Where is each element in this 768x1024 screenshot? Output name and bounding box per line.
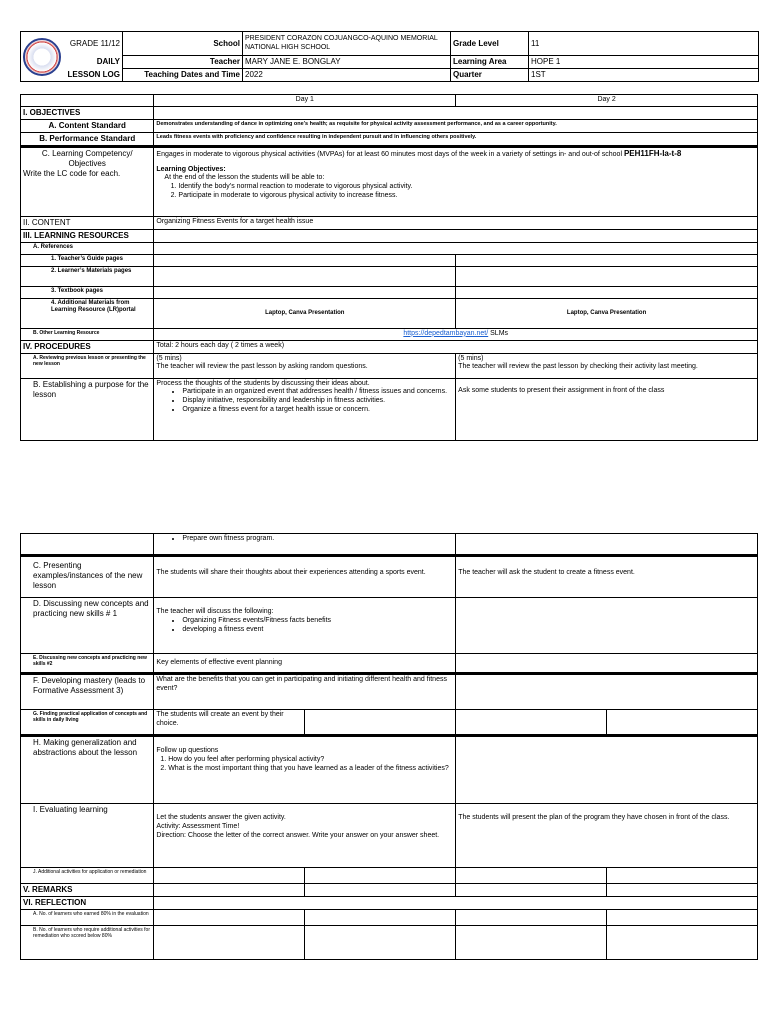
reflection-b-label: B. No. of learners who require additional activities for remediation who scored below 80%: [21, 926, 154, 960]
dates-value: 2022: [243, 69, 451, 82]
procedure-c-label: C. Presenting examples/instances of the new lesson: [21, 556, 154, 598]
procedure-e-day1: Key elements of effective event planning: [154, 654, 456, 674]
day1-header: Day 1: [154, 95, 456, 107]
learning-objective-item: 1. Identify the body’s normal reaction to moderate to vigorous physical activity.: [178, 183, 755, 192]
procedures-total: Total: 2 hours each day ( 2 times a week): [154, 340, 758, 353]
procedure-d-day1-intro: The teacher will discuss the following:: [156, 608, 274, 615]
teacher-label: Teacher: [123, 56, 243, 69]
procedure-b-item: • Display initiative, responsibility and leadership in fitness activities.: [182, 397, 453, 406]
teacher-value: MARY JANE E. BONGLAY: [243, 56, 451, 69]
references-label: A. References: [21, 242, 154, 254]
learning-objective-item: 2. Participate in moderate to vigorous physical activity to increase fitness.: [178, 192, 755, 201]
competency-label: C. Learning Competency/ Objectives: [41, 148, 133, 168]
procedure-b-item-continued: • Prepare own fitness program.: [182, 535, 453, 544]
learners-materials-label: 2. Learner’s Materials pages: [21, 266, 154, 286]
lesson-table-page-2: [20, 533, 758, 960]
procedure-b-day1-intro: Process the thoughts of the students by discussing their ideas about.: [156, 379, 370, 387]
grade-level-value: 11: [529, 32, 759, 56]
competency-code: PEH11FH-Ia-t-8: [623, 148, 682, 158]
procedure-i-label: I. Evaluating learning: [21, 804, 154, 868]
content-standard-text: Demonstrates understanding of dance in optimizing one’s health; as requisite for physical activity assessment performance, and as a career opportunity.: [154, 119, 758, 132]
additional-materials-day1: Laptop, Canva Presentation: [154, 298, 456, 328]
deped-seal-icon: [23, 38, 61, 76]
competency-text: Engages in moderate to vigorous physical activities (MVPAs) for at least 60 minutes most days of the week in a variety of settings in- and out-of school: [156, 150, 623, 158]
grade-label: GRADE 11/12: [61, 32, 123, 56]
procedure-d-label: D. Discussing new concepts and practicing new skills # 1: [21, 598, 154, 654]
competency-note: Write the LC code for each.: [23, 168, 121, 178]
remarks-label: V. REMARKS: [21, 884, 154, 897]
other-resources-label: B. Other Learning Resource: [21, 328, 154, 340]
learning-area-label: Learning Area: [451, 56, 529, 69]
procedure-a-day2: The teacher will review the past lesson by checking their activity last meeting.: [458, 363, 698, 371]
procedure-h-q1: 1. How do you feel after performing physical activity?: [160, 755, 325, 763]
procedure-b-item: • Participate in an organized event that addresses health / fitness issues and concerns.: [182, 388, 453, 397]
header-table: [20, 31, 759, 82]
procedure-c-day1: The students will share their thoughts about their experiences attending a sports event.: [154, 556, 456, 598]
lesson-table-page-1: [20, 94, 758, 441]
reflection-title: VI. REFLECTION: [21, 897, 154, 910]
procedure-f-day1: What are the benefits that you can get in participating and initiating different health and fitness event?: [154, 674, 456, 710]
procedure-i-day1-line3: Direction: Choose the letter of the correct answer. Write your answer on your answer sheet.: [156, 831, 440, 839]
procedure-g-label: G. Finding practical application of concepts and skills in daily living: [21, 710, 154, 736]
procedure-a-day1-time: (5 mins): [156, 354, 182, 362]
objectives-title: I. OBJECTIVES: [21, 106, 154, 119]
daily-label: DAILY: [61, 56, 123, 69]
performance-standard-label: B. Performance Standard: [21, 132, 154, 146]
content-value: Organizing Fitness Events for a target health issue: [154, 216, 758, 229]
reflection-a-label: A. No. of learners who earned 80% in the evaluation: [21, 910, 154, 926]
day2-header: Day 2: [456, 95, 758, 107]
additional-materials-day2: Laptop, Canva Presentation: [456, 298, 758, 328]
procedure-a-day1: The teacher will review the past lesson by asking random questions.: [156, 363, 368, 371]
procedure-a-label: A. Reviewing previous lesson or presenting the new lesson: [21, 353, 154, 378]
other-resources-text: SLMs: [490, 329, 509, 337]
quarter-label: Quarter: [451, 69, 529, 82]
textbook-label: 3. Textbook pages: [21, 286, 154, 298]
procedure-i-day1-line2: Activity: Assessment Time!: [156, 822, 240, 830]
procedure-g-day1: The students will create an event by their choice.: [154, 710, 304, 736]
procedure-b-item: • Organize a fitness event for a target health issue or concern.: [182, 406, 453, 415]
learning-objectives-label: Learning Objectives:: [156, 165, 226, 173]
learning-objectives-intro: At the end of the lesson the students will be able to:: [164, 174, 325, 182]
procedure-b-label: B. Establishing a purpose for the lesson: [21, 378, 154, 440]
procedure-d-item: • Organizing Fitness events/Fitness facts benefits: [182, 617, 453, 626]
procedure-i-day1-line1: Let the students answer the given activity.: [156, 814, 286, 821]
procedure-c-day2: The teacher will ask the student to create a fitness event.: [456, 556, 758, 598]
grade-level-label: Grade Level: [451, 32, 529, 56]
other-resources-link[interactable]: https://depedtambayan.net/: [403, 329, 489, 337]
resources-title: III. LEARNING RESOURCES: [21, 229, 154, 242]
school-value: PRESIDENT CORAZON COJUANGCO-AQUINO MEMORIAL NATIONAL HIGH SCHOOL: [243, 32, 451, 56]
procedure-j-label: J. Additional activities for application or remediation: [21, 868, 154, 884]
learning-area-value: HOPE 1: [529, 56, 759, 69]
quarter-value: 1ST: [529, 69, 759, 82]
procedure-h-label: H. Making generalization and abstractions about the lesson: [21, 736, 154, 804]
lesson-log-label: LESSON LOG: [61, 69, 123, 82]
procedure-f-label: F. Developing mastery (leads to Formative Assessment 3): [21, 674, 154, 710]
content-standard-label: A. Content Standard: [21, 119, 154, 132]
procedure-a-day2-time: (5 mins): [458, 354, 484, 362]
procedure-h-day1-intro: Follow up questions: [156, 747, 219, 754]
procedure-d-item: • developing a fitness event: [182, 626, 453, 635]
teachers-guide-label: 1. Teacher’s Guide pages: [21, 254, 154, 266]
school-label: School: [123, 32, 243, 56]
procedures-title: IV. PROCEDURES: [21, 340, 154, 353]
dates-label: Teaching Dates and Time: [123, 69, 243, 82]
content-label: II. CONTENT: [21, 216, 154, 229]
additional-materials-label: 4. Additional Materials from Learning Resource (LR)portal: [21, 298, 154, 328]
procedure-e-label: E. Discussing new concepts and practicing new skills #2: [21, 654, 154, 674]
procedure-i-day2: The students will present the plan of the program they have chosen in front of the class.: [456, 804, 758, 868]
procedure-b-day2: Ask some students to present their assignment in front of the class: [456, 378, 758, 440]
procedure-h-q2: 2. What is the most important thing that you have learned as a leader of the fitness activities?: [160, 764, 449, 772]
performance-standard-text: Leads fitness events with proficiency and confidence resulting in independent pursuit and in influencing others positively.: [154, 132, 758, 146]
